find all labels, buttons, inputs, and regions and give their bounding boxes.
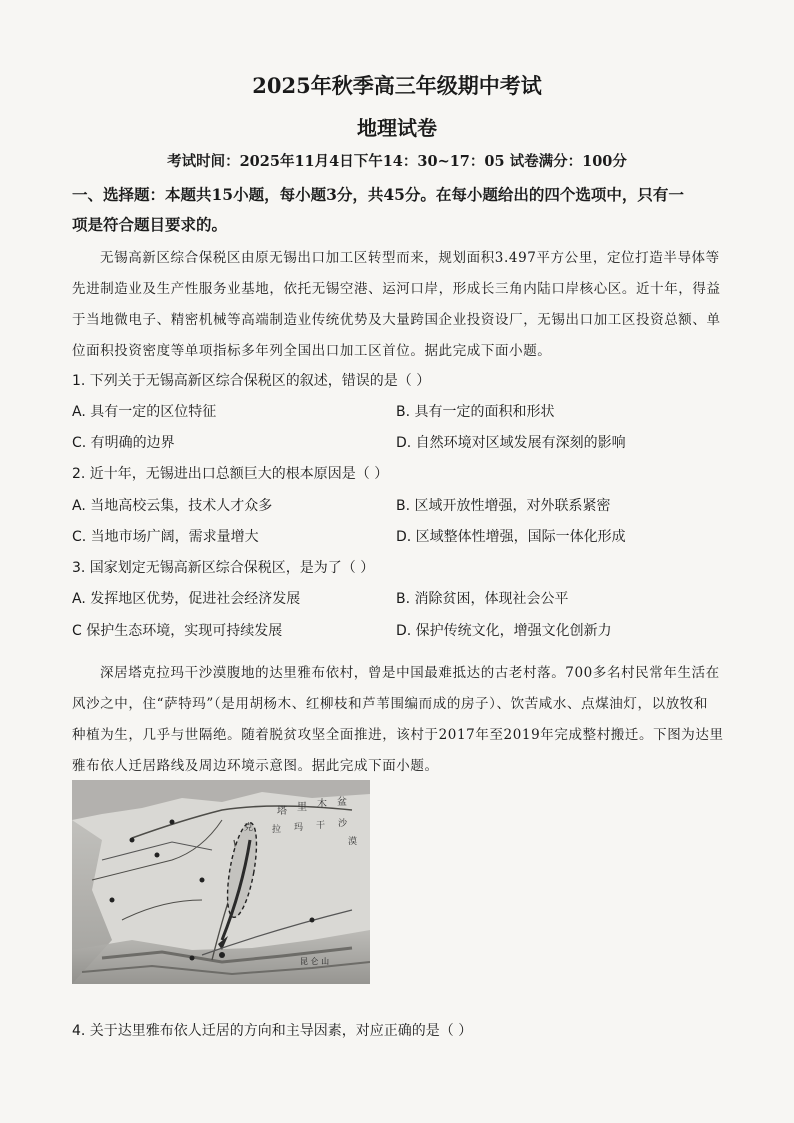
section-heading-line2: 项是符合题目要求的。 — [72, 215, 228, 234]
section-heading-line1: 一、选择题：本题共15小题，每小题3分，共45分。在每小题给出的四个选项中，只有一 — [72, 185, 684, 204]
option-b[interactable]: B. 消除贫困，体现社会公平 — [396, 591, 569, 607]
option-b[interactable]: B. 区域开放性增强，对外联系紧密 — [396, 498, 611, 514]
option-c[interactable]: C. 有明确的边界 — [72, 435, 175, 451]
option-c[interactable]: C. 当地市场广阔，需求量增大 — [72, 529, 259, 545]
passage2-line: 种植为生，几乎与世隔绝。随着脱贫攻坚全面推进，该村于2017年至2019年完成整村搬迁。下图为达里 — [72, 727, 724, 743]
passage2-line: 雅布依人迁居路线及周边环境示意图。据此完成下面小题。 — [72, 758, 439, 774]
option-a[interactable]: A. 具有一定的区位特征 — [72, 404, 217, 420]
map-label: 塔 — [277, 806, 287, 817]
map-label: 木 — [317, 799, 327, 810]
passage2-line: 深居塔克拉玛干沙漠腹地的达里雅布依村，曾是中国最难抵达的古老村落。700多名村民常年生活在 — [100, 665, 720, 681]
map-label: 昆 仑 山 — [300, 957, 330, 966]
option-d[interactable]: D. 自然环境对区域发展有深刻的影响 — [396, 435, 626, 451]
passage1-line: 无锡高新区综合保税区由原无锡出口加工区转型而来，规划面积3.497平方公里，定位打造半导体等 — [100, 250, 720, 266]
option-a[interactable]: A. 发挥地区优势，促进社会经济发展 — [72, 591, 301, 607]
map-label: 里 — [297, 802, 307, 813]
map-label: 漠 — [348, 837, 358, 847]
question-stem: 3. 国家划定无锡高新区综合保税区，是为了（ ） — [72, 560, 375, 576]
passage2-line: 风沙之中，住“萨特玛”（是用胡杨木、红柳枝和芦苇围编而成的房子）、饮苦咸水、点煤油灯，以放牧和 — [72, 696, 709, 712]
passage1-line: 于当地微电子、精密机械等高端制造业传统优势及大量跨国企业投资设厂，无锡出口加工区投资总额、单 — [72, 312, 721, 328]
migration-route-map — [72, 780, 370, 984]
option-d[interactable]: D. 区域整体性增强，国际一体化形成 — [396, 529, 626, 545]
question-stem: 2. 近十年，无锡进出口总额巨大的根本原因是（ ） — [72, 466, 389, 482]
question-stem: 1. 下列关于无锡高新区综合保税区的叙述，错误的是（ ） — [72, 373, 431, 389]
map-graphic — [72, 780, 370, 984]
map-label: 盆 — [337, 797, 347, 808]
passage1-line: 位面积投资密度等单项指标多年列全国出口加工区首位。据此完成下面小题。 — [72, 343, 552, 359]
map-label: 克 — [244, 823, 254, 833]
passage1-line: 先进制造业及生产性服务业基地，依托无锡空港、运河口岸，形成长三角内陆口岸核心区。近十年，得益 — [72, 281, 721, 297]
map-label: 玛 — [294, 823, 304, 833]
map-label: 沙 — [338, 819, 348, 829]
subject-title: 地理试卷 — [357, 116, 437, 140]
map-label: 干 — [316, 821, 326, 831]
option-a[interactable]: A. 当地高校云集，技术人才众多 — [72, 498, 273, 514]
exam-title: 2025年秋季高三年级期中考试 — [252, 73, 542, 98]
exam-info: 考试时间：2025年11月4日下午14：30~17：05 试卷满分：100分 — [167, 153, 627, 170]
option-c[interactable]: C 保护生态环境，实现可持续发展 — [72, 623, 283, 639]
option-b[interactable]: B. 具有一定的面积和形状 — [396, 404, 555, 420]
option-d[interactable]: D. 保护传统文化，增强文化创新力 — [396, 623, 612, 639]
question-stem: 4. 关于达里雅布依人迁居的方向和主导因素，对应正确的是（ ） — [72, 1023, 473, 1039]
map-label: 拉 — [272, 825, 282, 835]
